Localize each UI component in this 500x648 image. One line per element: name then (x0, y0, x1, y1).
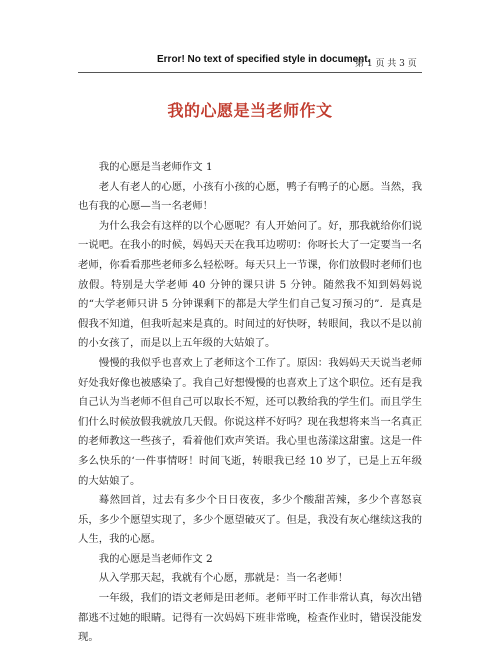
paragraph: 慢慢的我似乎也喜欢上了老师这个工作了。原因：我妈妈天天说当老师好处我好像也被感染了。我自己好想慢慢的也喜欢上了这个职位。还有是我自己认为当老师不但自己可以取长不短，还可以教给我的学生们。而且学生们什么时候放假我就放几天假。你说这样不好吗？现在我想将来当一名真正的老师教这一些孩子，看着他们欢声笑语。我心里也荡漾这甜蜜。这是一件多么快乐的‘一件事情呀！时间飞逝，转眼我已经 10 岁了，已是上五年级的大姑娘了。 (78, 356, 422, 487)
paragraph: 老人有老人的心愿，小孩有小孩的心愿，鸭子有鸭子的心愿。当然，我也有我的心愿—当一名老师！ (78, 180, 422, 213)
header-error-text: Error! No text of specified style in document. (157, 54, 371, 65)
page-header (0, 54, 500, 74)
header-divider (78, 72, 422, 73)
document-body (78, 158, 422, 648)
section-heading: 我的心愿是当老师作文 2 (98, 552, 213, 565)
document-title: 我的心愿是当老师作文 (167, 101, 333, 120)
paragraph: 为什么我会有这样的以个心愿呢？有人开始问了。好，那我就给你们说一说吧。在我小的时候，妈妈天天在我耳边唠叨：你呀长大了一定要当一名老师，你看看那些老师多么轻松呀。每天只上一节课，你们放假时老师们也放假。特别是大学老师 40 分钟的课只讲 5 分钟。随然我不知到妈妈说的“大学老师只讲 5 分钟课剩下的都是大学生们自己复习预习的”．是真是假我不知道，但我听起来是真的。时间过的好快呀，转眼间，我以不是以前的小女孩了，而是以上五年级的大姑娘了。 (78, 219, 422, 350)
section-heading: 我的心愿是当老师作文 1 (98, 161, 213, 173)
paragraph: 从入学那天起，我就有个心愿，那就是：当一名老师！ (98, 572, 349, 585)
page-number: 第 1 页 共 3 页 (355, 59, 417, 69)
paragraph: 蓦然回首，过去有多少个日日夜夜，多少个酸甜苦辣，多少个喜怒哀乐，多少个愿望实现了，多少个愿望破灭了。但是，我没有灰心继续这我的人生，我的心愿。 (78, 494, 422, 546)
paragraph: 一年级，我们的语文老师是田老师。老师平时工作非常认真，每次出错都逃不过她的眼睛。记得有一次妈妈下班非常晚，检查作业时，错误没能发现。 (78, 592, 422, 644)
